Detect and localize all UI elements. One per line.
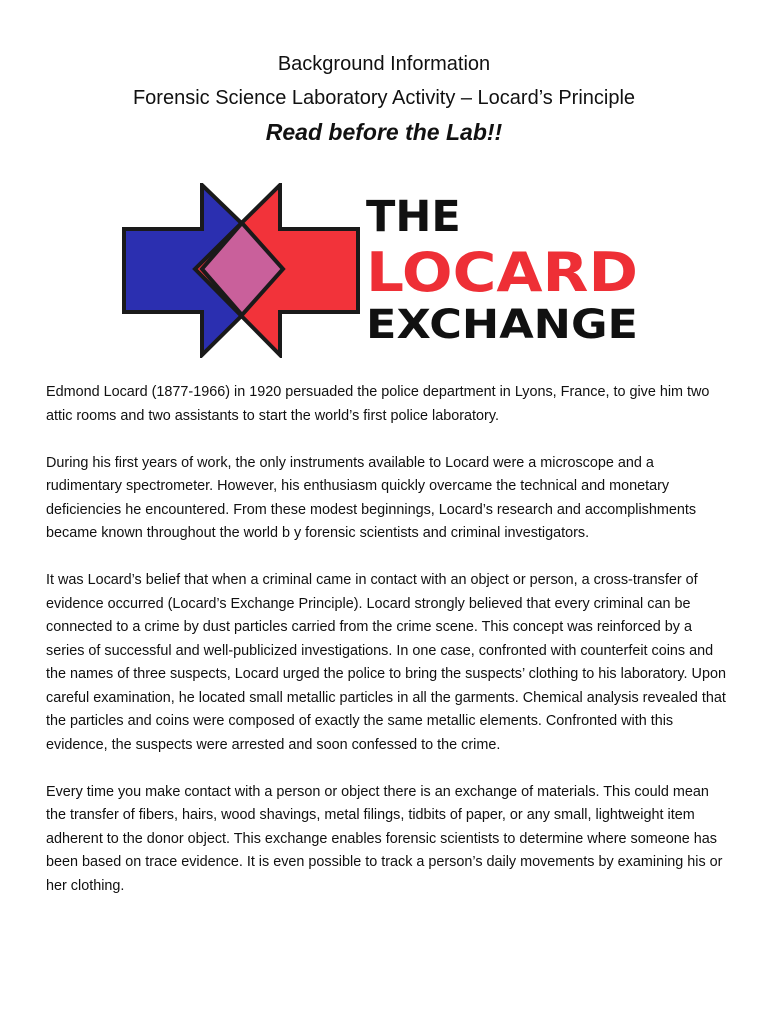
header-subtitle: Forensic Science Laboratory Activity – Locard’s Principle <box>132 87 636 109</box>
header-instruction: Read before the Lab!! <box>265 119 503 145</box>
document-body <box>46 381 730 922</box>
document-header <box>0 47 768 149</box>
paragraph: Edmond Locard (1877-1966) in 1920 persuaded the police department in Lyons, France, to give him two attic rooms and two assistants to start the world’s first police laboratory. <box>46 384 710 424</box>
logo-word-exchange: EXCHANGE <box>366 302 638 348</box>
header-title: Background Information <box>277 53 491 75</box>
paragraph: It was Locard’s belief that when a criminal came in contact with an object or person, a cross-transfer of evidence occurred (Locard’s Exchange Principle). Locard strongly believed that every criminal can be connected to a crime by dust particles carried from the crime scene. This concept was reinforced by a series of successful and well-publicized investigations. In one case, confronted with counterfeit coins and the names of three suspects, Locard urged the police to bring the suspects’ clothing to his laboratory. Upon careful examination, he located small metallic particles in all the garments. Chemical analysis revealed that the particles and coins were composed of exactly the same metallic elements. Confronted with this evidence, the suspects were arrested and soon confessed to the crime. <box>46 572 726 753</box>
logo-word-locard: LOCARD <box>366 241 638 304</box>
logo-word-the: THE <box>366 192 461 242</box>
locard-exchange-logo <box>118 183 648 358</box>
paragraph: During his first years of work, the only instruments available to Locard were a microscope and a rudimentary spectrometer. However, his enthusiasm quickly overcame the technical and monetary deficiencies he encountered. From these modest beginnings, Locard’s research and accomplishments became known throughout the world b y forensic scientists and criminal investigators. <box>46 454 697 541</box>
paragraph: Every time you make contact with a person or object there is an exchange of materials. This could mean the transfer of fibers, hairs, wood shavings, metal filings, tidbits of paper, or any small, lightweight item adherent to the donor object. This exchange enables forensic scientists to determine where someone has been based on trace evidence. It is even possible to track a person’s daily movements by examining his or her clothing. <box>46 783 723 894</box>
logo-graphic <box>118 183 648 358</box>
